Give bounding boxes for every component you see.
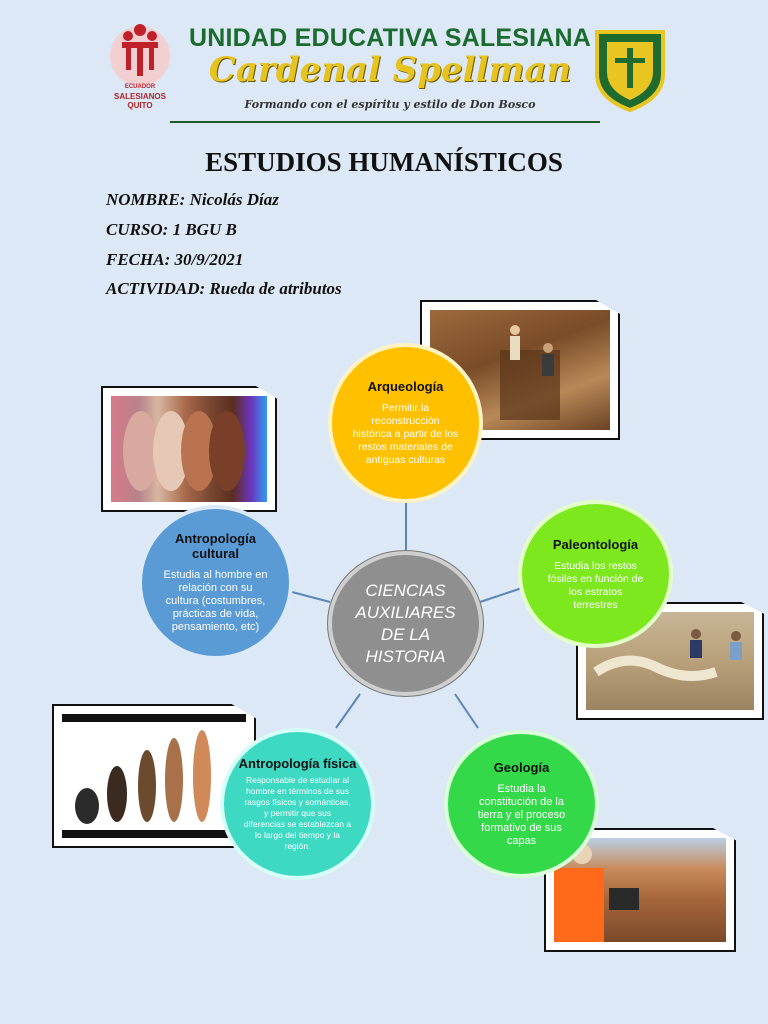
node-description: Permitir la reconstrucción histórica a partir de los restos materiales de antiguas culturas: [352, 402, 459, 466]
node-title: Paleontología: [552, 536, 639, 552]
node-title: Geología: [493, 760, 550, 775]
culture-faces-photo: [101, 386, 277, 512]
node-description: Estudia la constitución de la tierra y el proceso formativo de sus capas: [477, 783, 566, 847]
center-node-text: CIENCIAS AUXILIARES DE LA HISTORIA: [355, 580, 456, 666]
node-antropologia-fisica: [220, 728, 375, 880]
course: CURSO: 1 BGU B: [106, 220, 237, 239]
svg-text:ECUADOR: ECUADOR: [124, 84, 156, 90]
date: FECHA: 30/9/2021: [106, 250, 244, 269]
school-name: UNIDAD EDUCATIVA SALESIANA: [189, 24, 591, 52]
center-node: [328, 551, 483, 696]
node-antropologia-cultural: [138, 505, 293, 660]
school-motto: Formando con el espíritu y estilo de Don Bosco: [244, 98, 536, 111]
school-subname: Cardenal Spellman: [208, 50, 572, 90]
node-title: Antropología física: [238, 756, 357, 771]
node-description: Responsable de estudiar al hombre en términos de sus rasgos físicos y sománticas, y permitir que sus diferencias se establezcan a lo largo del tiempo y la región.: [243, 775, 352, 851]
student-name: NOMBRE: Nicolás Díaz: [106, 190, 279, 209]
node-title: Arqueología: [367, 379, 444, 394]
node-paleontologia: [518, 500, 673, 648]
page-title: ESTUDIOS HUMANÍSTICOS: [205, 147, 563, 177]
node-arqueologia: [328, 343, 483, 503]
salesianos-label: SALESIANOS QUITO: [113, 92, 166, 110]
node-geologia: [444, 730, 599, 878]
node-title: Antropología cultural: [175, 531, 256, 561]
activity: ACTIVIDAD: Rueda de atributos: [106, 279, 342, 298]
node-description: Estudia los restos fósiles en función de los estratos terrestres: [547, 559, 644, 611]
node-description: Estudia al hombre en relación con su cultura (costumbres, prácticas de vida, pensamiento, etc): [163, 569, 268, 633]
